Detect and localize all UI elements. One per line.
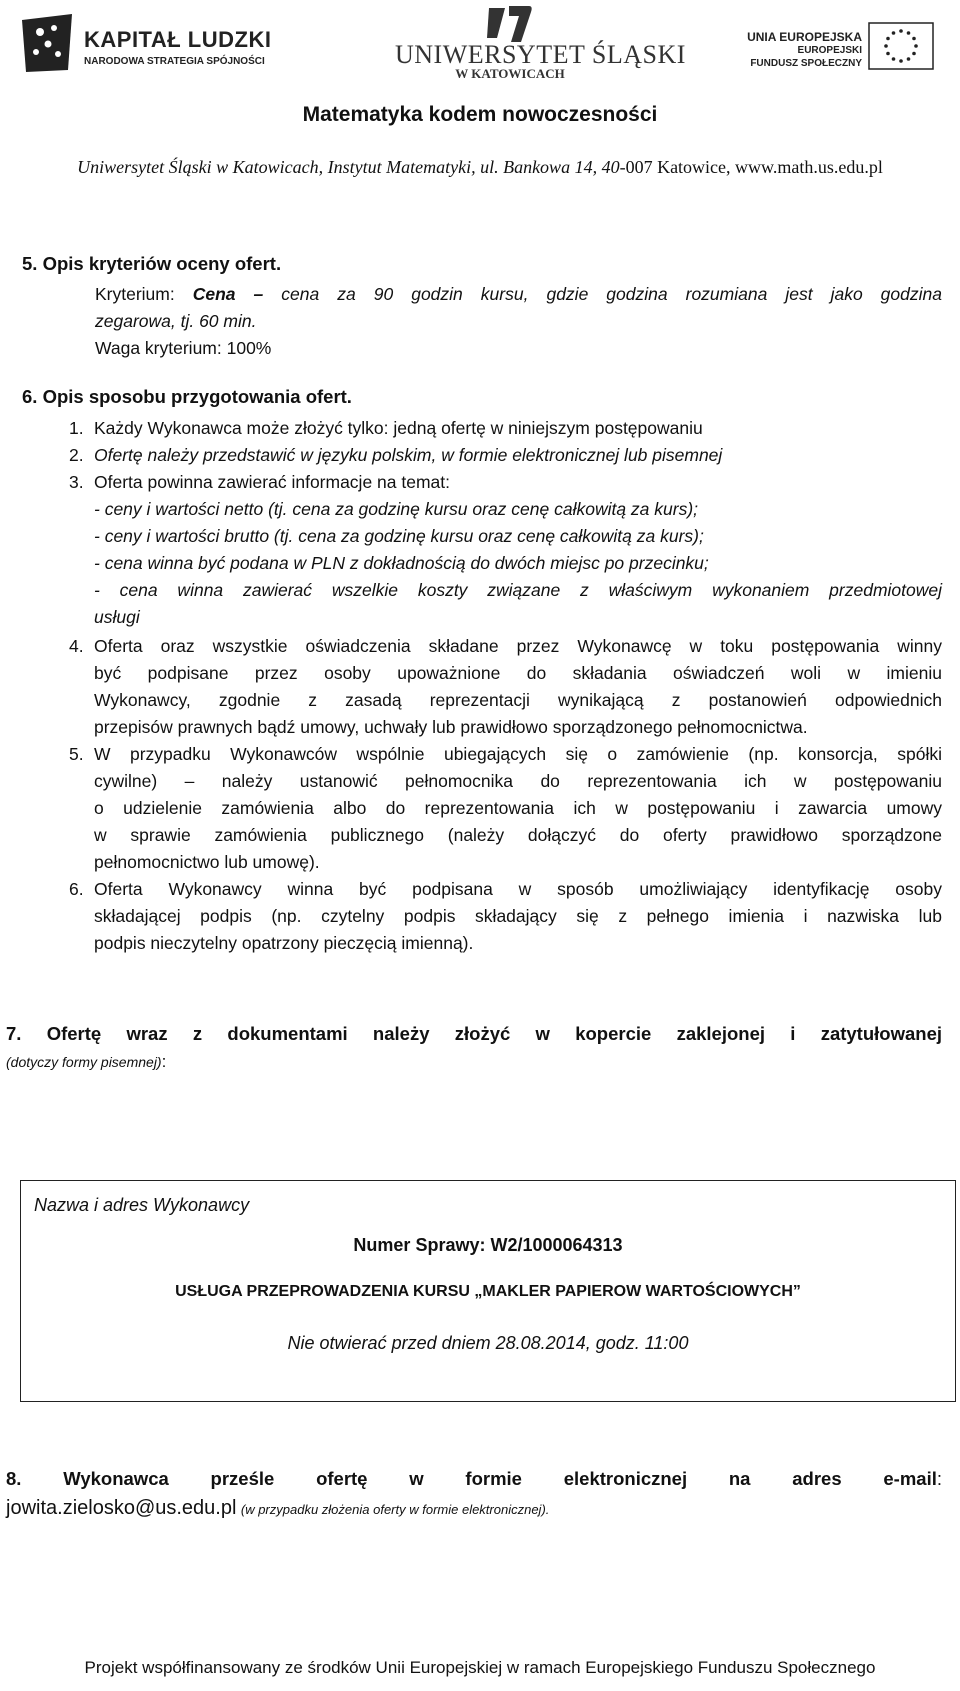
address-italic: Uniwersytet Śląski w Katowicach, Instytut Matematyki, ul. Bankowa 14, 40 xyxy=(77,157,620,177)
item-5-line-2: cywilne) – należy ustanowić pełnomocnika do reprezentowania ich w postępowaniu xyxy=(94,771,942,791)
item-6-line-3: podpis nieczytelny opatrzony pieczęcią imienną). xyxy=(94,933,474,953)
section-8-note: (w przypadku złożenia oferty w formie elektronicznej). xyxy=(240,1502,550,1517)
contractor-name-address: Nazwa i adres Wykonawcy xyxy=(34,1195,250,1215)
item-5-line-5: pełnomocnictwo lub umowę). xyxy=(94,852,320,872)
kapital-ludzki-logo xyxy=(18,12,278,74)
project-title: Matematyka kodem nowoczesności xyxy=(302,103,658,126)
eu-line-2: EUROPEJSKI xyxy=(797,45,862,56)
eu-flag-icon xyxy=(868,22,934,70)
item-6-line-2: składającej podpis (np. czytelny podpis składający się z pełnego imienia i nazwiska lub xyxy=(94,906,942,926)
item-4-line-1: Oferta oraz wszystkie oświadczenia składane przez Wykonawcę w toku postępowania winny xyxy=(94,636,942,656)
item-1-number: 1. xyxy=(69,418,84,438)
service-title: USŁUGA PRZEPROWADZENIA KURSU „MAKLER PAPIEROW WARTOŚCIOWYCH” xyxy=(175,1283,801,1300)
section-5-heading: 5. Opis kryteriów oceny ofert. xyxy=(22,253,282,274)
university-emblem-icon xyxy=(483,4,535,44)
section-7-note-text: (dotyczy formy pisemnej) xyxy=(6,1054,162,1070)
item-5-line-4: w sprawie zamówienia publicznego (należy dołączyć do oferty prawidłowo sporządzone xyxy=(94,825,942,845)
do-not-open-notice: Nie otwierać przed dniem 28.08.2014, godz. 11:00 xyxy=(287,1333,689,1353)
item-5-line-1: W przypadku Wykonawców wspólnie ubiegających się o zamówienie (np. konsorcja, spółki xyxy=(94,744,942,764)
item-5-number: 5. xyxy=(69,744,84,764)
footer-note: Projekt współfinansowany ze środków Unii Europejskiej w ramach Europejskiego Funduszu Społecznego xyxy=(84,1658,876,1677)
item-4-line-3: Wykonawcy, zgodnie z zasadą reprezentacji wynikającą z postanowień odpowiednich xyxy=(94,690,942,710)
kapital-ludzki-subtitle: NARODOWA STRATEGIA SPÓJNOŚCI xyxy=(84,56,265,67)
criterion-label: Kryterium: xyxy=(95,284,193,304)
address-rest: -007 Katowice, www.math.us.edu.pl xyxy=(619,157,883,177)
item-3-line-2: - ceny i wartości netto (tj. cena za godzinę kursu oraz cenę całkowitą za kurs); xyxy=(94,499,699,519)
eu-line-3: FUNDUSZ SPOŁECZNY xyxy=(750,58,862,69)
section-8-heading-colon: : xyxy=(936,1468,942,1489)
item-3-line-3: - ceny i wartości brutto (tj. cena za godzinę kursu oraz cenę całkowitą za kurs); xyxy=(94,526,704,546)
section-8-heading-text: 8. Wykonawca prześle ofertę w formie elektronicznej na adres e-mail xyxy=(6,1468,937,1489)
section-7-heading: 7. Ofertę wraz z dokumentami należy złożyć w kopercie zaklejonej i zatytułowanej xyxy=(6,1023,942,1044)
eu-logo xyxy=(740,22,940,72)
contact-email-link[interactable]: jowita.zielosko@us.edu.pl xyxy=(6,1497,237,1519)
item-4-line-2: być podpisane przez osoby upoważnione do składania oświadczeń woli w imieniu xyxy=(94,663,942,683)
eu-line-1: UNIA EUROPEJSKA xyxy=(747,30,862,44)
kapital-ludzki-name: KAPITAŁ LUDZKI xyxy=(84,27,272,52)
kapital-ludzki-emblem-icon xyxy=(18,12,76,74)
section-7-note xyxy=(6,1052,166,1072)
item-4-line-4: przepisów prawnych bądź umowy, uchwały lub prawidłowo sporządzonego pełnomocnictwa. xyxy=(94,717,808,737)
item-5-line-3: o udzielenie zamówienia albo do reprezentowania ich w postępowaniu i zawarcia umowy xyxy=(94,798,942,818)
item-4-number: 4. xyxy=(69,636,84,656)
item-3-number: 3. xyxy=(69,472,84,492)
item-1-line-1: Każdy Wykonawca może złożyć tylko: jedną ofertę w niniejszym postępowaniu xyxy=(94,418,703,438)
item-2-line-1: Ofertę należy przedstawić w języku polskim, w formie elektronicznej lub pisemnej xyxy=(94,445,723,465)
item-6-line-1: Oferta Wykonawcy winna być podpisana w sposób umożliwiający identyfikację osoby xyxy=(94,879,942,899)
criterion-description: cena za 90 godzin kursu, gdzie godzina rozumiana jest jako godzina xyxy=(281,284,942,304)
section-5-line-2: zegarowa, tj. 60 min. xyxy=(95,311,257,331)
institute-address xyxy=(0,157,960,178)
section-6-heading: 6. Opis sposobu przygotowania ofert. xyxy=(22,386,352,407)
item-3-line-1: Oferta powinna zawierać informacje na temat: xyxy=(94,472,450,492)
university-city: W KATOWICACH xyxy=(455,66,565,81)
section-8-heading xyxy=(6,1468,942,1490)
section-7-note-colon: : xyxy=(161,1052,167,1071)
envelope-label-box xyxy=(20,1180,956,1402)
item-3-line-4: - cena winna być podana w PLN z dokładnością do dwóch miejsc po przecinku; xyxy=(94,553,709,573)
item-3-line-6: usługi xyxy=(94,607,140,627)
uniwersytet-slaski-logo xyxy=(395,4,686,81)
section-5-criterion xyxy=(95,284,942,305)
section-5-weight: Waga kryterium: 100% xyxy=(95,338,272,358)
case-number: Numer Sprawy: W2/1000064313 xyxy=(353,1235,623,1255)
section-8-contact xyxy=(6,1497,549,1520)
item-3-line-5: - cena winna zawierać wszelkie koszty związane z właściwym wykonaniem przedmiotowej xyxy=(94,580,942,600)
criterion-name: Cena – xyxy=(192,284,282,304)
item-6-number: 6. xyxy=(69,879,84,899)
university-name: UNIWERSYTET ŚLĄSKI xyxy=(395,40,686,69)
item-2-number: 2. xyxy=(69,445,84,465)
